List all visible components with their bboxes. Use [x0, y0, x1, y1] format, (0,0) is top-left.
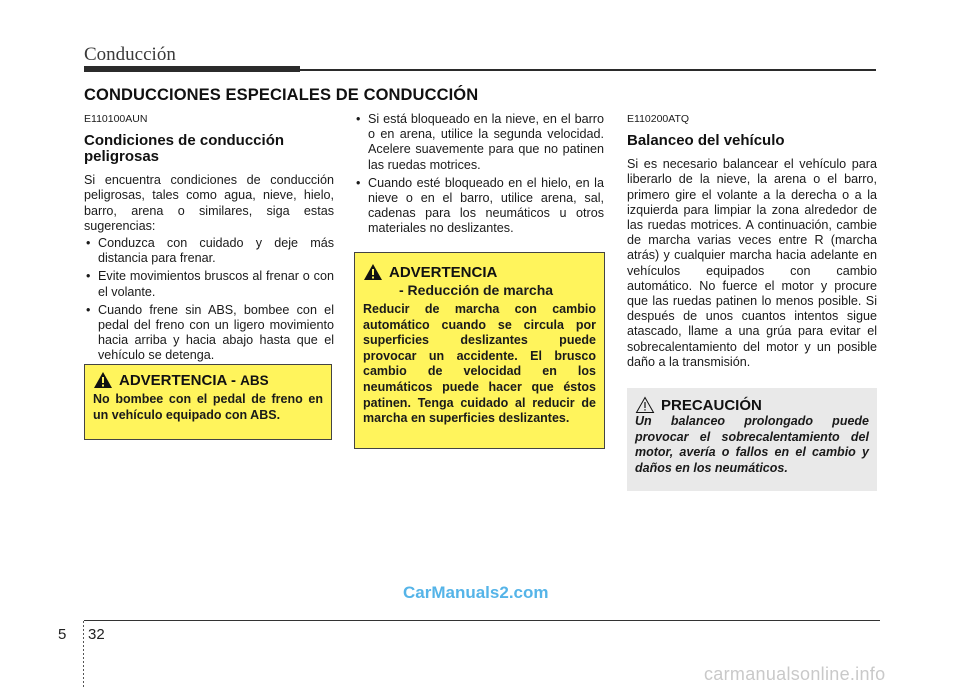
warning-box-abs — [84, 364, 332, 440]
caution-text: Un balanceo prolongado puede provocar el sobrecalentamiento del motor, avería o fallos en el cambio y daños en los neumáticos. — [635, 414, 869, 475]
warning-text: No bombee con el pedal de freno en un vehículo equipado con ABS. — [93, 392, 323, 422]
sub-heading: Condiciones de conducción peligrosas — [84, 132, 285, 166]
list-item: • Conduzca con cuidado y deje más distancia para frenar. — [84, 236, 334, 266]
chapter-title: Conducción — [84, 44, 176, 65]
warning-box-downshift — [354, 252, 605, 449]
footer-vertical-rule — [83, 621, 84, 689]
header-rule-thick — [84, 66, 300, 72]
bullet-list — [84, 236, 334, 364]
warning-title-row — [93, 371, 323, 389]
warning-title-suffix: ABS — [240, 372, 269, 388]
footer-site-watermark: carmanualsonline.info — [704, 664, 886, 684]
section-code: E110200ATQ — [627, 113, 690, 125]
caution-triangle-icon — [635, 396, 655, 414]
warning-triangle-icon — [93, 371, 113, 389]
chapter-number: 5 — [58, 626, 67, 643]
column-3 — [627, 112, 877, 370]
warning-subtitle: - Reducción de marcha — [399, 282, 554, 298]
footer-rule — [84, 620, 880, 621]
warning-title-row — [363, 263, 596, 281]
column-2 — [354, 112, 604, 240]
list-item: • Cuando esté bloqueado en el hielo, en la nieve o en el barro, utilice arena, sal, cadenas para los neumáticos u otros materiales no deslizantes. — [354, 176, 604, 237]
header-rule-thin — [300, 69, 876, 71]
paragraph: Si encuentra condiciones de conducción peligrosas, tales como agua, nieve, hielo, barro, arena o similares, siga estas sugerencias: — [84, 173, 334, 233]
column-1 — [84, 112, 334, 367]
bullet-list — [354, 112, 604, 237]
caution-title-row — [635, 396, 869, 414]
watermark-link[interactable]: CarManuals2.com — [403, 583, 549, 602]
sub-heading: Balanceo del vehículo — [627, 132, 785, 150]
list-item: • Cuando frene sin ABS, bombee con el pedal del freno con un ligero movimiento hacia arriba y hacia abajo hasta que el vehículo se detenga. — [84, 303, 334, 364]
warning-title — [119, 372, 269, 389]
section-code: E110100AUN — [84, 113, 148, 125]
caution-box — [627, 388, 877, 491]
warning-text: Reducir de marcha con cambio automático cuando se circula por superficies deslizantes puede provocar un accidente. El brusco cambio de velocidad en los neumáticos puede hacer que éstos patinen. Tenga cuidado al reducir de marcha en superficies deslizantes. — [363, 302, 596, 426]
paragraph: Si es necesario balancear el vehículo para liberarlo de la nieve, la arena o el barro, primero gire el volante a la derecha o a la izquierda para limpiar la zona alrededor de las ruedas motrices. A continuación, cambie de marcha varias veces entre R (marcha atrás) y cualquier marcha hacia adelante en vehículos equipados con cambio automático. No fuerce el motor y procure que las ruedas patinen lo menos posible. Si después de unos cuantos intentos sigue atascado, llame a una grúa para evitar el sobrecalentamiento del motor y un posible daño a la transmisión. — [627, 157, 877, 369]
page-number: 32 — [88, 626, 105, 643]
warning-title-text: ADVERTENCIA - — [119, 371, 241, 389]
section-heading: CONDUCCIONES ESPECIALES DE CONDUCCIÓN — [84, 86, 479, 104]
caution-title: PRECAUCIÓN — [661, 396, 762, 414]
warning-title: ADVERTENCIA — [389, 263, 498, 281]
list-item: • Si está bloqueado en la nieve, en el barro o en arena, utilice la segunda velocidad. Acelere suavemente para que no patinen las ruedas motrices. — [354, 112, 604, 173]
warning-triangle-icon — [363, 263, 383, 281]
list-item: • Evite movimientos bruscos al frenar o con el volante. — [84, 269, 334, 299]
